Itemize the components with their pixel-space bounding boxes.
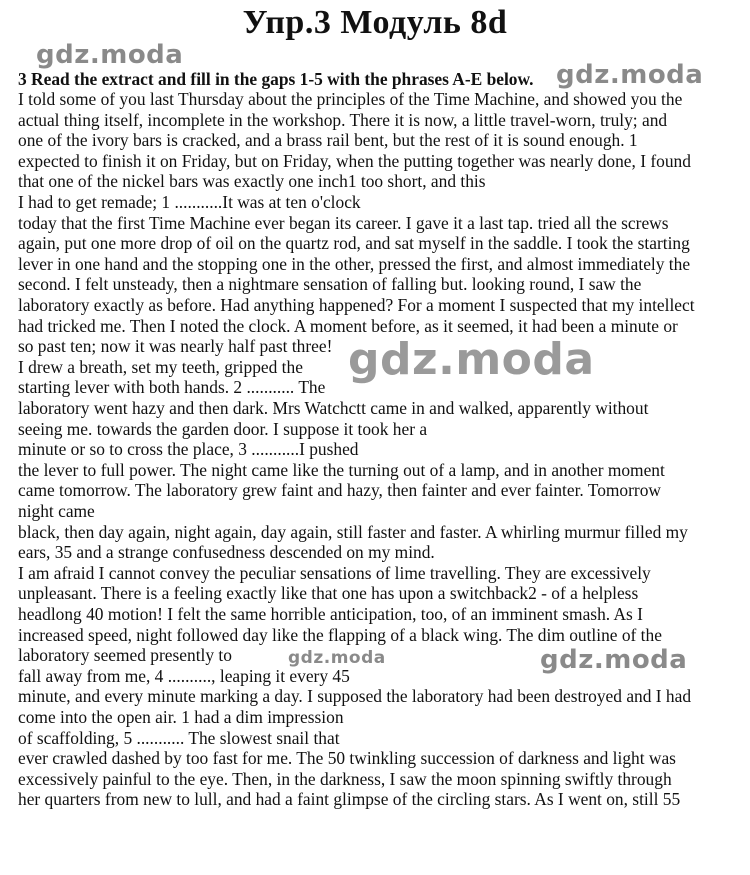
text-line: I had to get remade; 1 ...........It was at ten o'clock (18, 192, 361, 212)
text-line: black, then day again, night again, day again, still faster and faster. A whirling murmur filled my (18, 521, 688, 542)
text-line: so past ten; now it was nearly half past three! (18, 336, 333, 357)
text-line: her quarters from new to lull, and had a faint glimpse of the circling stars. As I went on, still 55 (18, 789, 681, 810)
text-line: actual thing itself, incomplete in the workshop. There it is now, a little travel-worn, truly; and (18, 109, 668, 130)
text-line: lever in one hand and the stopping one in the other, pressed the first, and almost immediately the (18, 253, 691, 274)
exercise-instruction: 3 Read the extract and fill in the gaps 1-5 with the phrases A-E below. (18, 69, 534, 89)
text-line: ears, 35 and a strange confusedness descended on my mind. (18, 542, 435, 563)
text-line: expected to finish it on Friday, but on Friday, when the putting together was nearly done, I found (18, 150, 691, 171)
watermark: gdz.moda (556, 60, 704, 90)
text-line: again, put one more drop of oil on the quartz rod, and sat myself in the saddle. I took the starting (18, 233, 690, 254)
text-line: laboratory went hazy and then dark. Mrs Watchctt came in and walked, apparently without (18, 398, 649, 418)
text-line: seeing me. towards the garden door. I suppose it took her a (18, 418, 428, 439)
watermark: gdz.moda (288, 648, 386, 668)
text-line: increased speed, night followed day like the flapping of a black wing. The dim outline of the (18, 624, 662, 645)
page-title: Упр.3 Модуль 8d (242, 4, 508, 41)
text-line: minute, and every minute marking a day. I supposed the laboratory had been destroyed and I had (18, 686, 692, 707)
text-line: one of the ivory bars is cracked, and a brass rail bent, but the rest of it is sound enough. 1 (18, 130, 638, 151)
text-line: laboratory exactly as before. Had anything happened? For a moment I suspected that my intellect (18, 295, 695, 315)
text-line: unpleasant. There is a feeling exactly like that one has upon a switchback2 - of a helpless (18, 583, 639, 604)
text-line: second. I felt unsteady, then a nightmare sensation of falling but. looking round, I saw the (18, 274, 642, 295)
text-line: I drew a breath, set my teeth, gripped the (18, 356, 303, 377)
text-line: I told some of you last Thursday about the principles of the Time Machine, and showed you the (18, 89, 683, 109)
text-line: the lever to full power. The night came like the turning out of a lamp, and in another moment (18, 459, 665, 480)
text-line: came tomorrow. The laboratory grew faint and hazy, then fainter and ever fainter. Tomorrow (18, 480, 661, 501)
text-line: I am afraid I cannot convey the peculiar sensations of lime travelling. They are excessively (18, 562, 651, 583)
text-line: night came (18, 501, 95, 521)
watermark: gdz.moda (36, 40, 184, 70)
text-line: that one of the nickel bars was exactly one inch1 too short, and this (18, 171, 486, 192)
text-line: of scaffolding, 5 ........... The slowest snail that (18, 727, 340, 748)
watermark: gdz.moda (348, 334, 595, 385)
watermark: gdz.moda (540, 645, 688, 675)
text-line: headlong 40 motion! I felt the same horrible anticipation, too, of an imminent smash. As I (18, 604, 643, 624)
text-line: starting lever with both hands. 2 ........... The (18, 377, 326, 398)
text-line: today that the first Time Machine ever began its career. I gave it a last tap. tried all the screws (18, 212, 669, 233)
text-line: laboratory seemed presently to (18, 645, 232, 666)
text-line: ever crawled dashed by too fast for me. The 50 twinkling succession of darkness and light was (18, 748, 676, 769)
text-line: excessively painful to the eye. Then, in the darkness, I saw the moon spinning swiftly through (18, 768, 672, 789)
text-line: fall away from me, 4 .........., leaping it every 45 (18, 665, 350, 686)
text-line: come into the open air. 1 had a dim impression (18, 707, 344, 727)
text-line: had tricked me. Then I noted the clock. A moment before, as it seemed, it had been a minute or (18, 315, 678, 336)
text-line: minute or so to cross the place, 3 ...........I pushed (18, 439, 359, 460)
